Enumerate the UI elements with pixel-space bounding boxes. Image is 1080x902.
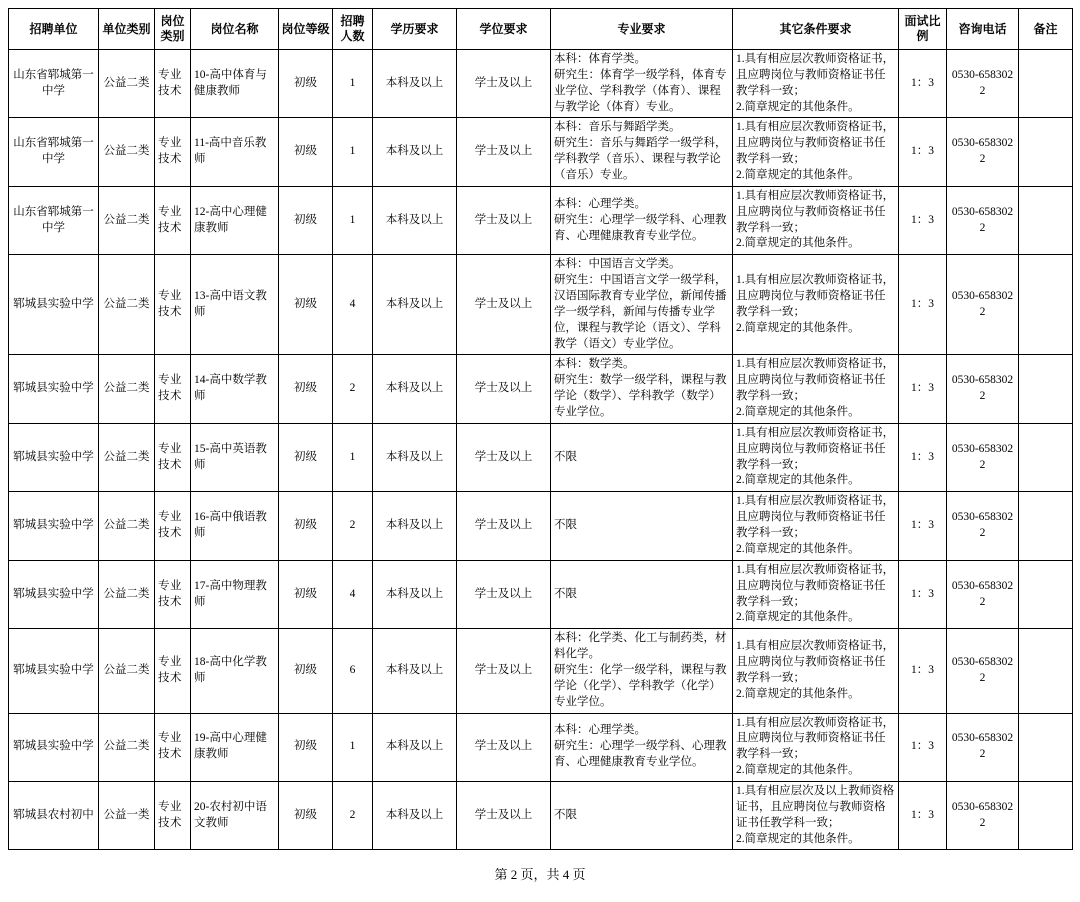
table-body: [9, 50, 1073, 850]
cell-education: 本科及以上: [373, 186, 457, 254]
cell-education: 本科及以上: [373, 713, 457, 781]
cell-post-name: 11-高中音乐教师: [191, 118, 279, 186]
cell-headcount: 1: [333, 50, 373, 118]
cell-unit: 郓城县实验中学: [9, 355, 99, 423]
cell-unit: 山东省郓城第一中学: [9, 186, 99, 254]
cell-headcount: 1: [333, 186, 373, 254]
cell-post-kind: 专业技术: [155, 713, 191, 781]
cell-phone: 0530-6583022: [947, 781, 1019, 849]
cell-interview-ratio: 1：3: [899, 560, 947, 628]
cell-unit-category: 公益二类: [99, 255, 155, 355]
cell-headcount: 1: [333, 713, 373, 781]
cell-post-name: 17-高中物理教师: [191, 560, 279, 628]
cell-education: 本科及以上: [373, 560, 457, 628]
column-header-phone: 咨询电话: [947, 9, 1019, 50]
cell-unit: 郓城县实验中学: [9, 423, 99, 491]
cell-post-kind: 专业技术: [155, 255, 191, 355]
cell-post-level: 初级: [279, 492, 333, 560]
cell-unit-category: 公益二类: [99, 355, 155, 423]
table-row: [9, 355, 1073, 423]
cell-headcount: 2: [333, 781, 373, 849]
cell-degree: 学士及以上: [457, 781, 551, 849]
cell-post-kind: 专业技术: [155, 186, 191, 254]
column-header-headcount: 招聘人数: [333, 9, 373, 50]
cell-unit: 郓城县实验中学: [9, 560, 99, 628]
cell-post-name: 18-高中化学教师: [191, 629, 279, 713]
cell-other-conditions: 1.具有相应层次教师资格证书，且应聘岗位与教师资格证书任教学科一致； 2.简章规定的其他条件。: [733, 118, 899, 186]
cell-other-conditions: 1.具有相应层次及以上教师资格证书，且应聘岗位与教师资格证书任教学科一致； 2.简章规定的其他条件。: [733, 781, 899, 849]
cell-post-name: 13-高中语文教师: [191, 255, 279, 355]
cell-unit: 郓城县实验中学: [9, 492, 99, 560]
cell-degree: 学士及以上: [457, 255, 551, 355]
cell-post-kind: 专业技术: [155, 355, 191, 423]
cell-unit: 郓城县实验中学: [9, 629, 99, 713]
cell-interview-ratio: 1：3: [899, 781, 947, 849]
cell-unit: 郓城县农村初中: [9, 781, 99, 849]
cell-other-conditions: 1.具有相应层次教师资格证书，且应聘岗位与教师资格证书任教学科一致； 2.简章规定的其他条件。: [733, 560, 899, 628]
table-row: [9, 186, 1073, 254]
cell-education: 本科及以上: [373, 781, 457, 849]
table-row: [9, 629, 1073, 713]
cell-phone: 0530-6583022: [947, 355, 1019, 423]
cell-degree: 学士及以上: [457, 629, 551, 713]
cell-post-name: 19-高中心理健康教师: [191, 713, 279, 781]
cell-post-kind: 专业技术: [155, 781, 191, 849]
column-header-education: 学历要求: [373, 9, 457, 50]
cell-interview-ratio: 1：3: [899, 118, 947, 186]
cell-post-name: 12-高中心理健康教师: [191, 186, 279, 254]
cell-education: 本科及以上: [373, 492, 457, 560]
cell-unit-category: 公益二类: [99, 423, 155, 491]
table-row: [9, 255, 1073, 355]
cell-unit: 郓城县实验中学: [9, 255, 99, 355]
cell-education: 本科及以上: [373, 255, 457, 355]
cell-major: 本科：化学类、化工与制药类，材料化学。 研究生：化学一级学科，课程与教学论（化学）、学科教学（化学）专业学位。: [551, 629, 733, 713]
cell-post-kind: 专业技术: [155, 629, 191, 713]
cell-post-name: 15-高中英语教师: [191, 423, 279, 491]
cell-degree: 学士及以上: [457, 560, 551, 628]
cell-phone: 0530-6583022: [947, 713, 1019, 781]
table-header: [9, 9, 1073, 50]
cell-unit-category: 公益二类: [99, 713, 155, 781]
cell-remark: [1019, 629, 1073, 713]
cell-degree: 学士及以上: [457, 355, 551, 423]
cell-degree: 学士及以上: [457, 423, 551, 491]
cell-education: 本科及以上: [373, 629, 457, 713]
cell-phone: 0530-6583022: [947, 492, 1019, 560]
column-header-post-name: 岗位名称: [191, 9, 279, 50]
cell-other-conditions: 1.具有相应层次教师资格证书，且应聘岗位与教师资格证书任教学科一致； 2.简章规定的其他条件。: [733, 50, 899, 118]
column-header-major: 专业要求: [551, 9, 733, 50]
cell-major: 不限: [551, 560, 733, 628]
cell-phone: 0530-6583022: [947, 423, 1019, 491]
cell-other-conditions: 1.具有相应层次教师资格证书，且应聘岗位与教师资格证书任教学科一致； 2.简章规定的其他条件。: [733, 186, 899, 254]
column-header-other-conditions: 其它条件要求: [733, 9, 899, 50]
cell-major: 本科：音乐与舞蹈学类。 研究生：音乐与舞蹈学一级学科，学科教学（音乐）、课程与教学论（音乐）专业。: [551, 118, 733, 186]
cell-unit-category: 公益二类: [99, 629, 155, 713]
cell-phone: 0530-6583022: [947, 560, 1019, 628]
cell-post-kind: 专业技术: [155, 118, 191, 186]
table-row: [9, 423, 1073, 491]
cell-headcount: 2: [333, 492, 373, 560]
cell-other-conditions: 1.具有相应层次教师资格证书，且应聘岗位与教师资格证书任教学科一致； 2.简章规定的其他条件。: [733, 423, 899, 491]
cell-major: 本科：心理学类。 研究生：心理学一级学科、心理教育、心理健康教育专业学位。: [551, 186, 733, 254]
cell-interview-ratio: 1：3: [899, 186, 947, 254]
cell-interview-ratio: 1：3: [899, 629, 947, 713]
cell-education: 本科及以上: [373, 118, 457, 186]
cell-remark: [1019, 186, 1073, 254]
cell-phone: 0530-6583022: [947, 118, 1019, 186]
cell-unit-category: 公益二类: [99, 118, 155, 186]
cell-post-level: 初级: [279, 629, 333, 713]
cell-unit-category: 公益二类: [99, 492, 155, 560]
cell-headcount: 1: [333, 423, 373, 491]
table-row: [9, 50, 1073, 118]
cell-interview-ratio: 1：3: [899, 492, 947, 560]
cell-degree: 学士及以上: [457, 50, 551, 118]
cell-post-level: 初级: [279, 713, 333, 781]
cell-phone: 0530-6583022: [947, 186, 1019, 254]
cell-post-name: 16-高中俄语教师: [191, 492, 279, 560]
table-row: [9, 118, 1073, 186]
cell-phone: 0530-6583022: [947, 50, 1019, 118]
cell-other-conditions: 1.具有相应层次教师资格证书，且应聘岗位与教师资格证书任教学科一致； 2.简章规定的其他条件。: [733, 629, 899, 713]
column-header-interview-ratio: 面试比例: [899, 9, 947, 50]
cell-post-level: 初级: [279, 423, 333, 491]
cell-major: 不限: [551, 423, 733, 491]
cell-headcount: 4: [333, 560, 373, 628]
table-row: [9, 713, 1073, 781]
column-header-degree: 学位要求: [457, 9, 551, 50]
table-row: [9, 560, 1073, 628]
cell-headcount: 4: [333, 255, 373, 355]
cell-post-name: 20-农村初中语文教师: [191, 781, 279, 849]
cell-education: 本科及以上: [373, 355, 457, 423]
cell-post-level: 初级: [279, 255, 333, 355]
cell-interview-ratio: 1：3: [899, 50, 947, 118]
cell-post-level: 初级: [279, 355, 333, 423]
cell-unit: 山东省郓城第一中学: [9, 118, 99, 186]
cell-remark: [1019, 713, 1073, 781]
cell-major: 本科：数学类。 研究生：数学一级学科，课程与教学论（数学）、学科教学（数学）专业学位。: [551, 355, 733, 423]
cell-other-conditions: 1.具有相应层次教师资格证书，且应聘岗位与教师资格证书任教学科一致； 2.简章规定的其他条件。: [733, 492, 899, 560]
cell-headcount: 2: [333, 355, 373, 423]
cell-degree: 学士及以上: [457, 713, 551, 781]
cell-education: 本科及以上: [373, 423, 457, 491]
cell-post-kind: 专业技术: [155, 560, 191, 628]
cell-other-conditions: 1.具有相应层次教师资格证书，且应聘岗位与教师资格证书任教学科一致； 2.简章规定的其他条件。: [733, 255, 899, 355]
cell-headcount: 1: [333, 118, 373, 186]
cell-unit: 山东省郓城第一中学: [9, 50, 99, 118]
cell-major: 本科：体育学类。 研究生：体育学一级学科，体育专业学位、学科教学（体育）、课程与教学论（体育）专业。: [551, 50, 733, 118]
table-header-row: [9, 9, 1073, 50]
page-footer: 第 2 页，共 4 页: [494, 867, 586, 883]
column-header-remark: 备注: [1019, 9, 1073, 50]
column-header-unit: 招聘单位: [9, 9, 99, 50]
cell-interview-ratio: 1：3: [899, 713, 947, 781]
column-header-post-level: 岗位等级: [279, 9, 333, 50]
cell-degree: 学士及以上: [457, 492, 551, 560]
cell-remark: [1019, 423, 1073, 491]
cell-post-name: 14-高中数学教师: [191, 355, 279, 423]
cell-interview-ratio: 1：3: [899, 423, 947, 491]
cell-post-level: 初级: [279, 560, 333, 628]
cell-unit-category: 公益二类: [99, 186, 155, 254]
cell-other-conditions: 1.具有相应层次教师资格证书，且应聘岗位与教师资格证书任教学科一致； 2.简章规定的其他条件。: [733, 713, 899, 781]
table-row: [9, 781, 1073, 849]
cell-unit-category: 公益二类: [99, 560, 155, 628]
cell-post-kind: 专业技术: [155, 492, 191, 560]
cell-remark: [1019, 560, 1073, 628]
cell-unit: 郓城县实验中学: [9, 713, 99, 781]
cell-remark: [1019, 781, 1073, 849]
table-row: [9, 492, 1073, 560]
column-header-post-kind: 岗位类别: [155, 9, 191, 50]
cell-remark: [1019, 118, 1073, 186]
cell-phone: 0530-6583022: [947, 255, 1019, 355]
cell-unit-category: 公益一类: [99, 781, 155, 849]
cell-degree: 学士及以上: [457, 186, 551, 254]
cell-post-level: 初级: [279, 781, 333, 849]
cell-post-level: 初级: [279, 118, 333, 186]
cell-education: 本科及以上: [373, 50, 457, 118]
cell-major: 不限: [551, 781, 733, 849]
cell-unit-category: 公益二类: [99, 50, 155, 118]
column-header-unit-category: 单位类别: [99, 9, 155, 50]
cell-post-kind: 专业技术: [155, 423, 191, 491]
cell-phone: 0530-6583022: [947, 629, 1019, 713]
cell-post-name: 10-高中体育与健康教师: [191, 50, 279, 118]
cell-degree: 学士及以上: [457, 118, 551, 186]
cell-major: 不限: [551, 492, 733, 560]
cell-interview-ratio: 1：3: [899, 255, 947, 355]
cell-interview-ratio: 1：3: [899, 355, 947, 423]
cell-remark: [1019, 255, 1073, 355]
cell-remark: [1019, 355, 1073, 423]
cell-remark: [1019, 50, 1073, 118]
cell-other-conditions: 1.具有相应层次教师资格证书，且应聘岗位与教师资格证书任教学科一致； 2.简章规定的其他条件。: [733, 355, 899, 423]
cell-post-level: 初级: [279, 186, 333, 254]
cell-major: 本科：心理学类。 研究生：心理学一级学科、心理教育、心理健康教育专业学位。: [551, 713, 733, 781]
cell-headcount: 6: [333, 629, 373, 713]
cell-major: 本科：中国语言文学类。 研究生：中国语言文学一级学科，汉语国际教育专业学位，新闻传播学一级学科，新闻与传播专业学位，课程与教学论（语文）、学科教学（语文）专业学位。: [551, 255, 733, 355]
cell-post-kind: 专业技术: [155, 50, 191, 118]
cell-remark: [1019, 492, 1073, 560]
cell-post-level: 初级: [279, 50, 333, 118]
recruitment-table: [8, 8, 1073, 850]
